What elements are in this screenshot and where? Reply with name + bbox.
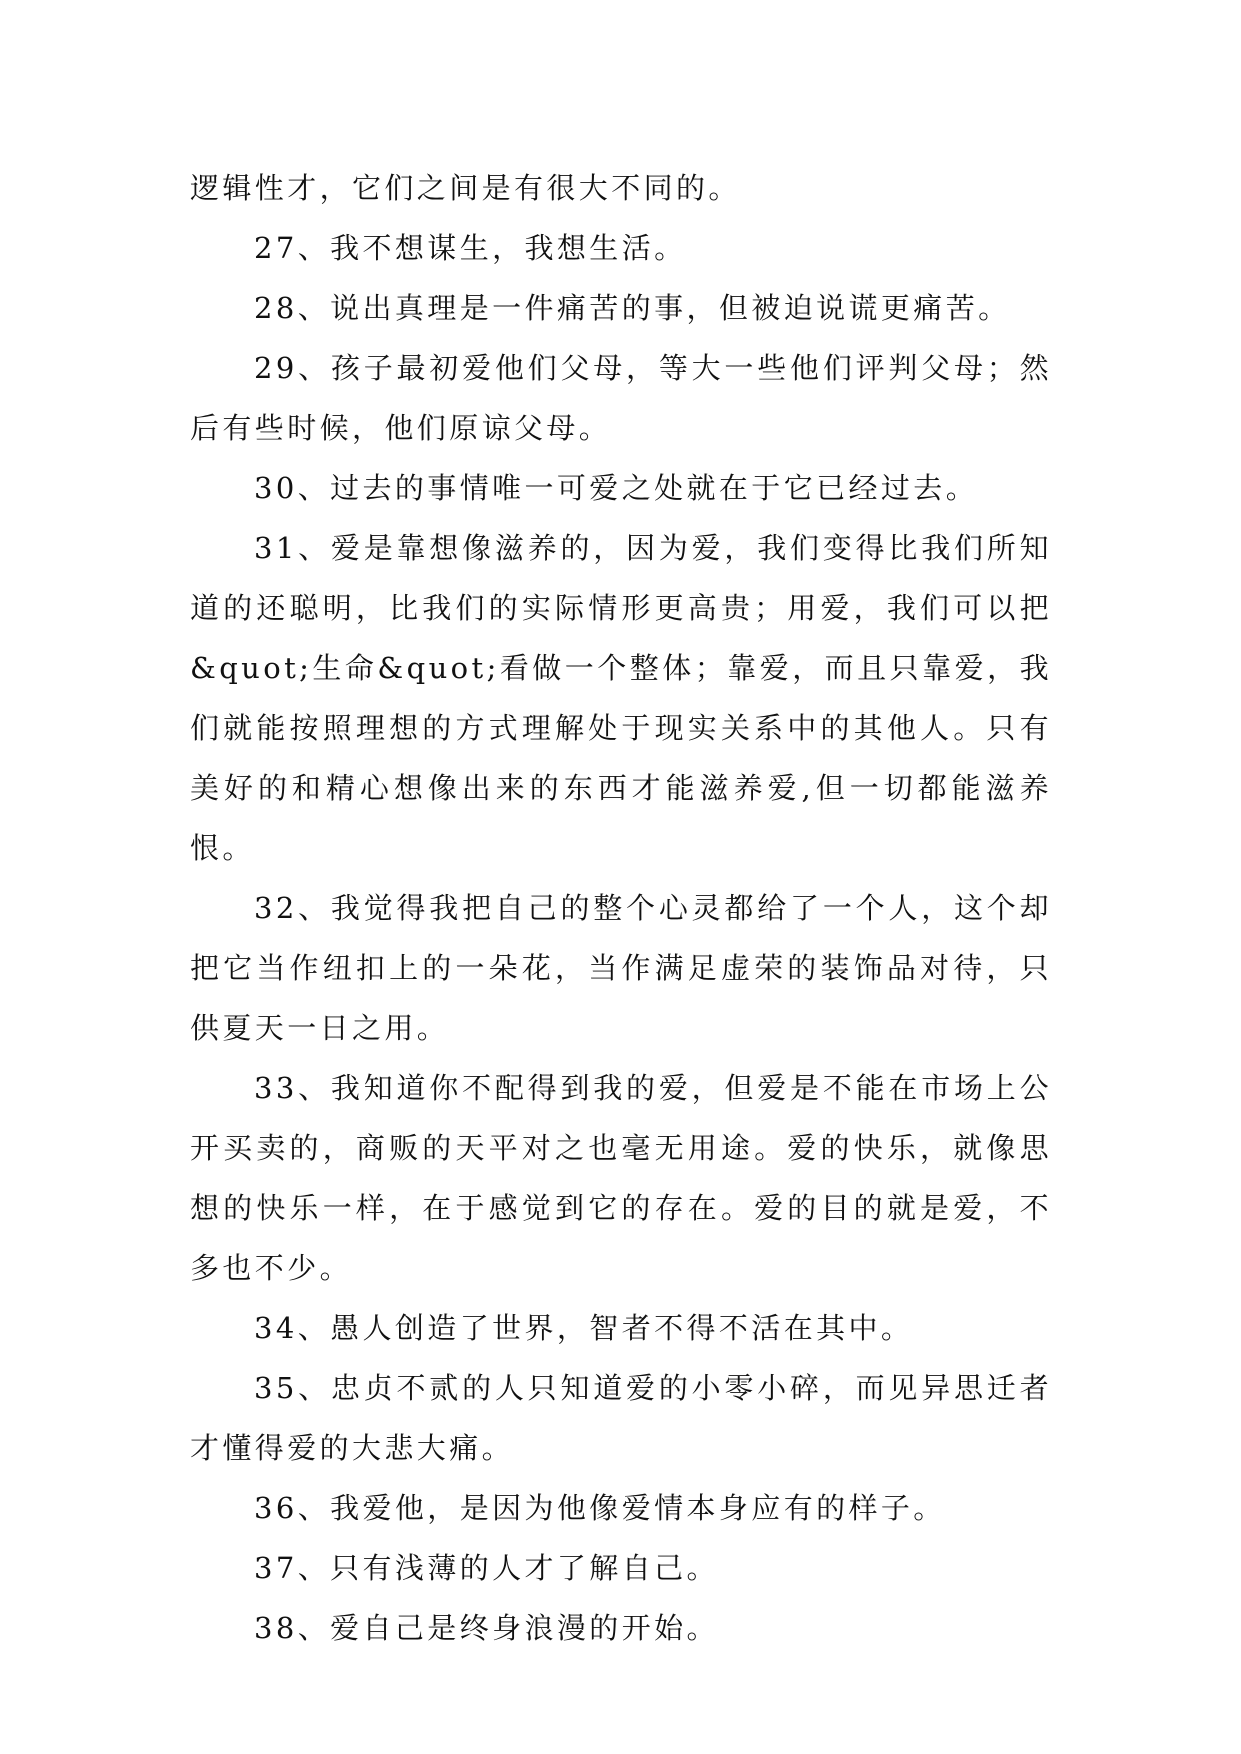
- quote-37: 37、只有浅薄的人才了解自己。: [254, 1551, 719, 1585]
- quote-32: 32、我觉得我把自己的整个心灵都给了一个人，这个却把它当作纽扣上的一朵花，当作满足虚荣的装饰品对待，只供夏天一日之用。: [190, 891, 1052, 1045]
- quote-27: 27、我不想谋生，我想生活。: [254, 231, 687, 265]
- quote-30: 30、过去的事情唯一可爱之处就在于它已经过去。: [254, 471, 979, 505]
- quote-36: 36、我爱他，是因为他像爱情本身应有的样子。: [254, 1491, 946, 1525]
- quote-28: 28、说出真理是一件痛苦的事，但被迫说谎更痛苦。: [254, 291, 1011, 325]
- quote-35: 35、忠贞不贰的人只知道爱的小零小碎，而见异思迁者才懂得爱的大悲大痛。: [190, 1371, 1052, 1465]
- quote-34: 34、愚人创造了世界，智者不得不活在其中。: [254, 1311, 914, 1345]
- paragraph-continued: 逻辑性才，它们之间是有很大不同的。: [190, 171, 741, 205]
- quote-38: 38、爱自己是终身浪漫的开始。: [254, 1611, 719, 1645]
- document-body: [190, 158, 1052, 1658]
- quote-29: 29、孩子最初爱他们父母，等大一些他们评判父母；然后有些时候，他们原谅父母。: [190, 351, 1052, 445]
- quote-33: 33、我知道你不配得到我的爱，但爱是不能在市场上公开买卖的，商贩的天平对之也毫无用途。爱的快乐，就像思想的快乐一样，在于感觉到它的存在。爱的目的就是爱，不多也不少。: [190, 1071, 1052, 1285]
- quote-31: 31、爱是靠想像滋养的，因为爱，我们变得比我们所知道的还聪明，比我们的实际情形更高贵；用爱，我们可以把&quot;生命&quot;看做一个整体；靠爱，而且只靠爱，我们就能按照理想的方式理解处于现实关系中的其他人。只有美好的和精心想像出来的东西才能滋养爱,但一切都能滋养恨。: [190, 531, 1052, 865]
